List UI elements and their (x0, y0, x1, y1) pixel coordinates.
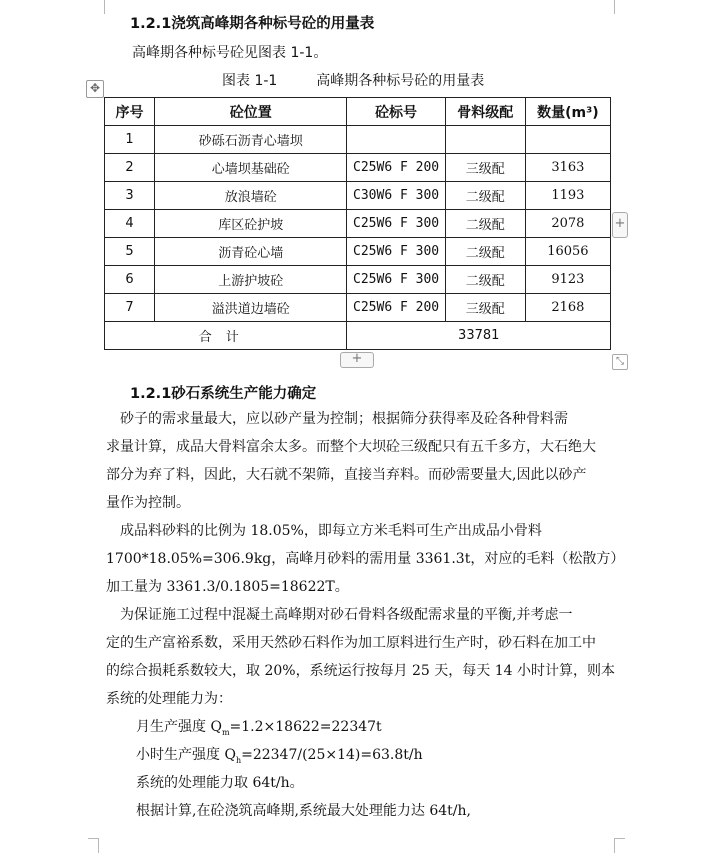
header-location: 砼位置 (155, 98, 347, 126)
formula-monthly (136, 716, 640, 737)
header-quantity: 数量(m³) (525, 98, 610, 126)
table-row-group (105, 126, 611, 154)
cell-quantity[interactable] (525, 126, 610, 154)
cell-aggregate[interactable] (445, 126, 525, 154)
cell-no[interactable]: 1 (105, 126, 155, 154)
cell-grade[interactable]: C25W6 F 300 (347, 238, 445, 266)
caption-title: 高峰期各种标号砼的用量表 (316, 73, 485, 89)
table-move-handle[interactable] (86, 80, 104, 98)
cell-no[interactable]: 7 (105, 294, 155, 322)
paragraph-line: 求量计算，成品大骨料富余太多。而整个大坝砼三级配只有五千多方，大石绝大 (106, 439, 596, 455)
table-row (105, 238, 611, 266)
cell-location[interactable]: 溢洪道边墙砼 (155, 294, 347, 322)
header-aggregate: 骨料级配 (445, 98, 525, 126)
total-label[interactable]: 合计 (105, 322, 347, 350)
crop-mark-bottom-right (614, 838, 625, 853)
cell-location[interactable]: 库区砼护坡 (155, 210, 347, 238)
cell-location[interactable]: 心墙坝基础砼 (155, 154, 347, 182)
paragraph-line: 成品料砂料的比例为 18.05%，即每立方米毛料可生产出成品小骨料 (106, 523, 542, 539)
crop-mark-top-left (90, 0, 105, 14)
cell-aggregate[interactable]: 三级配 (445, 154, 525, 182)
move-cross-icon: ✥ (89, 81, 101, 95)
cell-no[interactable]: 3 (105, 182, 155, 210)
capacity-text: 系统的处理能力取 64t/h。 (136, 775, 304, 791)
cell-grade[interactable]: C30W6 F 300 (347, 182, 445, 210)
cell-aggregate[interactable]: 二级配 (445, 266, 525, 294)
cell-quantity[interactable]: 1193 (525, 182, 610, 210)
formula-hourly-sub: h (235, 755, 242, 765)
section-heading-concrete-usage: 1.2.1浇筑高峰期各种标号砼的用量表 (130, 16, 375, 32)
crop-mark-bottom-left (88, 838, 99, 853)
table-caption (222, 70, 484, 90)
resize-diagonal-icon: ⤡ (616, 356, 624, 367)
formula-monthly-prefix: 月生产强度 Q (136, 719, 222, 735)
cell-grade[interactable]: C25W6 F 300 (347, 266, 445, 294)
formula-hourly-suffix: =22347/(25×14)=63.8t/h (241, 747, 423, 763)
cell-grade[interactable] (347, 126, 445, 154)
cell-location[interactable]: 沥青砼心墙 (155, 238, 347, 266)
caption-number: 图表 1-1 (222, 73, 278, 89)
cell-grade[interactable]: C25W6 F 300 (347, 210, 445, 238)
paragraph-line: 定的生产富裕系数，采用天然砂石料作为加工原料进行生产时，砂石料在加工中 (106, 635, 596, 651)
cell-quantity[interactable]: 9123 (525, 266, 610, 294)
total-value[interactable]: 33781 (347, 322, 611, 350)
cell-location[interactable]: 放浪墙砼 (155, 182, 347, 210)
paragraph-line: 1700*18.05%=306.9kg，高峰月砂料的需用量 3361.3t，对应的毛料（松散方） (106, 551, 625, 567)
formula-hourly-prefix: 小时生产强度 Q (136, 747, 236, 763)
concrete-usage-table[interactable] (104, 97, 611, 350)
table-row (105, 182, 611, 210)
cell-grade[interactable]: C25W6 F 200 (347, 154, 445, 182)
table-header-row (105, 98, 611, 126)
cell-aggregate[interactable]: 二级配 (445, 182, 525, 210)
cell-grade[interactable]: C25W6 F 200 (347, 294, 445, 322)
paragraph-line: 砂子的需求量最大，应以砂产量为控制；根据筛分获得率及砼各种骨料需 (106, 411, 568, 427)
cell-no[interactable]: 6 (105, 266, 155, 294)
paragraph-line: 部分为弃了料，因此，大石就不架筛，直接当弃料。而砂需要量大,因此以砂产 (106, 467, 587, 483)
cell-location[interactable]: 砂砾石沥青心墙坝 (155, 126, 347, 154)
formula-monthly-sub: m (221, 727, 230, 737)
cell-aggregate[interactable]: 二级配 (445, 210, 525, 238)
table-row (105, 154, 611, 182)
table-resize-handle[interactable] (612, 354, 628, 370)
table-total-row (105, 322, 611, 350)
header-no: 序号 (105, 98, 155, 126)
paragraph-line: 系统的处理能力为： (106, 691, 232, 707)
cell-quantity[interactable]: 2078 (525, 210, 610, 238)
paragraph-line: 加工量为 3361.3/0.1805=18622T。 (106, 579, 349, 595)
section-heading-capacity: 1.2.1砂石系统生产能力确定 (130, 386, 317, 402)
cell-no[interactable]: 2 (105, 154, 155, 182)
cell-aggregate[interactable]: 三级配 (445, 294, 525, 322)
formula-monthly-suffix: =1.2×18622=22347t (229, 719, 382, 735)
plus-icon: + (351, 351, 363, 366)
cell-aggregate[interactable]: 二级配 (445, 238, 525, 266)
cell-no[interactable]: 5 (105, 238, 155, 266)
cell-quantity[interactable]: 16056 (525, 238, 610, 266)
table-row (105, 294, 611, 322)
add-column-button[interactable] (612, 212, 628, 238)
cell-location[interactable]: 上游护坡砼 (155, 266, 347, 294)
crop-mark-top-right (614, 0, 629, 14)
table-row (105, 210, 611, 238)
paragraph-line: 为保证施工过程中混凝土高峰期对砂石骨料各级配需求量的平衡,并考虑一 (106, 607, 573, 623)
cell-quantity[interactable]: 2168 (525, 294, 610, 322)
formula-hourly (136, 744, 640, 765)
paragraph-line: 的综合损耗系数较大，取 20%，系统运行按每月 25 天，每天 14 小时计算，则本 (106, 663, 615, 679)
cell-no[interactable]: 4 (105, 210, 155, 238)
table-row (105, 266, 611, 294)
add-row-button[interactable] (340, 352, 374, 368)
plus-icon: + (614, 216, 626, 231)
conclusion-text: 根据计算,在砼浇筑高峰期,系统最大处理能力达 64t/h, (136, 803, 471, 819)
header-grade: 砼标号 (347, 98, 445, 126)
intro-text: 高峰期各种标号砼见图表 1-1。 (132, 45, 328, 61)
paragraph-line: 量作为控制。 (106, 495, 190, 511)
cell-quantity[interactable]: 3163 (525, 154, 610, 182)
